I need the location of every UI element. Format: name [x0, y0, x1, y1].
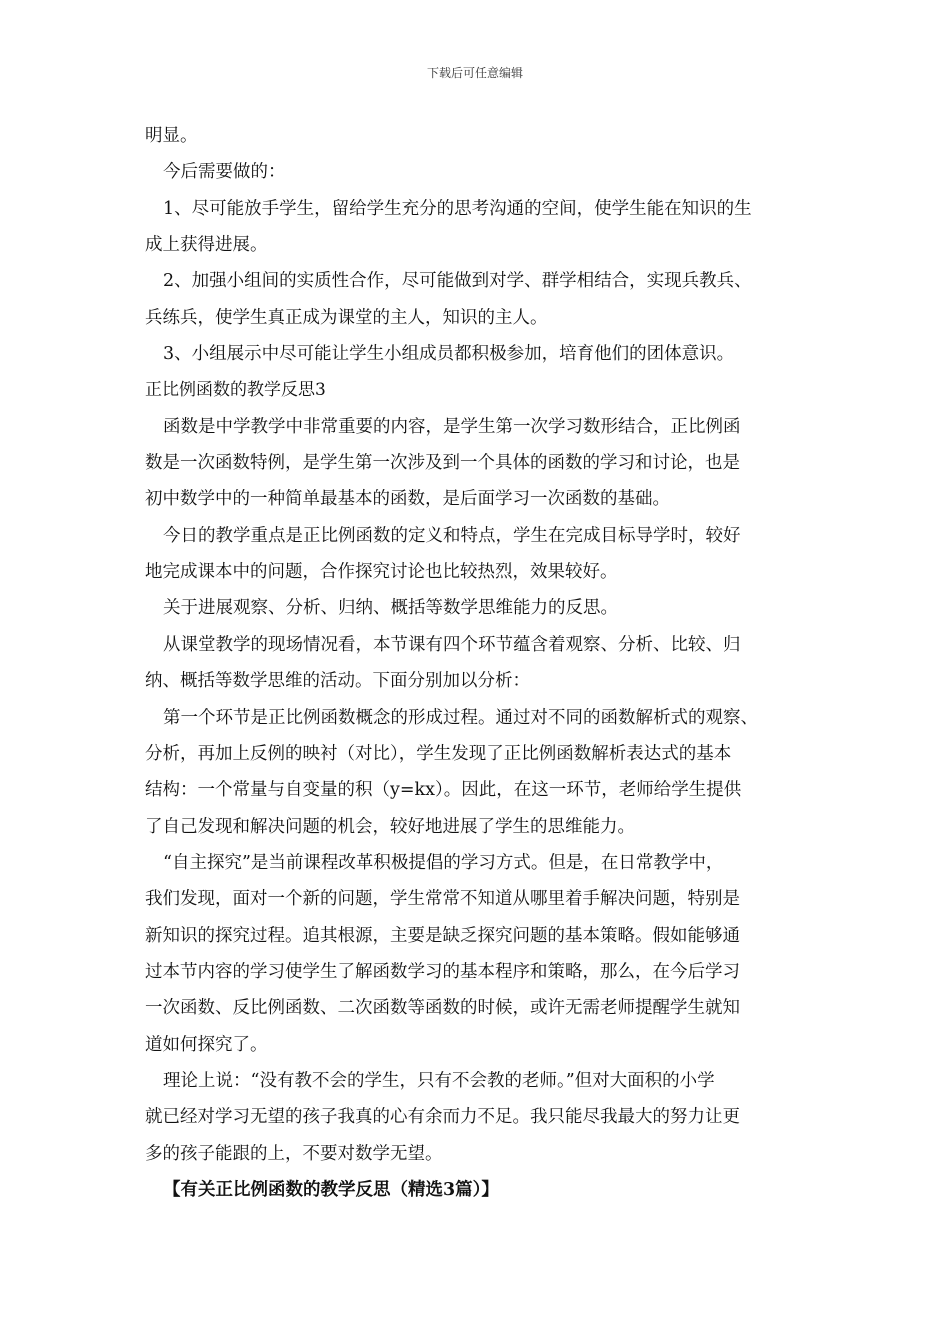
text-line: 过本节内容的学习使学生了解函数学习的基本程序和策略，那么，在今后学习	[145, 961, 740, 982]
text-line: 初中数学中的一种简单最基本的函数，是后面学习一次函数的基础。	[145, 489, 670, 510]
document-body	[145, 118, 810, 1208]
text-line: 2、加强小组间的实质性合作，尽可能做到对学、群学相结合，实现兵教兵、	[163, 271, 752, 292]
text-line: 道如何探究了。	[145, 1034, 268, 1055]
text-line: 函数是中学教学中非常重要的内容，是学生第一次学习数形结合，正比例函	[163, 416, 741, 437]
text-line: 理论上说：“没有教不会的学生，只有不会教的老师。”但对大面积的小学	[163, 1070, 715, 1091]
text-line: 纳、概括等数学思维的活动。下面分别加以分析：	[145, 671, 530, 692]
text-line: 今日的教学重点是正比例函数的定义和特点，学生在完成目标导学时，较好	[163, 525, 741, 546]
text-line: “自主探究”是当前课程改革积极提倡的学习方式。但是，在日常教学中，	[163, 852, 724, 873]
text-line: 从课堂教学的现场情况看，本节课有四个环节蕴含着观察、分析、比较、归	[163, 634, 741, 655]
text-line: 新知识的探究过程。追其根源，主要是缺乏探究问题的基本策略。假如能够通	[145, 925, 740, 946]
text-line: 关于进展观察、分析、归纳、概括等数学思维能力的反思。	[163, 598, 618, 619]
text-line: 了自己发现和解决问题的机会，较好地进展了学生的思维能力。	[145, 816, 635, 837]
text-line: 数是一次函数特例，是学生第一次涉及到一个具体的函数的学习和讨论，也是	[145, 453, 740, 474]
text-line: 成上获得进展。	[145, 235, 268, 256]
text-line: 我们发现，面对一个新的问题，学生常常不知道从哪里着手解决问题，特别是	[145, 889, 740, 910]
text-line: 结构：一个常量与自变量的积（y=kx）。因此，在这一环节，老师给学生提供	[145, 780, 742, 801]
page-header: 下载后可任意编辑	[426, 66, 523, 80]
text-line: 一次函数、反比例函数、二次函数等函数的时候，或许无需老师提醒学生就知	[145, 998, 740, 1019]
text-line: 第一个环节是正比例函数概念的形成过程。通过对不同的函数解析式的观察、	[163, 707, 758, 728]
text-line: 多的孩子能跟的上，不要对数学无望。	[145, 1143, 443, 1164]
document-title-note: 【有关正比例函数的教学反思（精选3篇）】	[163, 1179, 499, 1200]
text-line: 兵练兵，使学生真正成为课堂的主人，知识的主人。	[145, 307, 548, 328]
text-line: 就已经对学习无望的孩子我真的心有余而力不足。我只能尽我最大的努力让更	[145, 1107, 740, 1128]
text-line: 1、尽可能放手学生，留给学生充分的思考沟通的空间，使学生能在知识的生	[163, 198, 752, 219]
text-line: 地完成课本中的问题，合作探究讨论也比较热烈，效果较好。	[145, 562, 618, 583]
section-heading: 正比例函数的教学反思3	[145, 380, 326, 401]
text-line: 明显。	[145, 126, 198, 146]
text-line: 今后需要做的：	[163, 162, 286, 183]
text-line: 分析，再加上反例的映衬（对比），学生发现了正比例函数解析表达式的基本	[145, 743, 732, 764]
text-line: 3、小组展示中尽可能让学生小组成员都积极参加，培育他们的团体意识。	[163, 344, 735, 365]
